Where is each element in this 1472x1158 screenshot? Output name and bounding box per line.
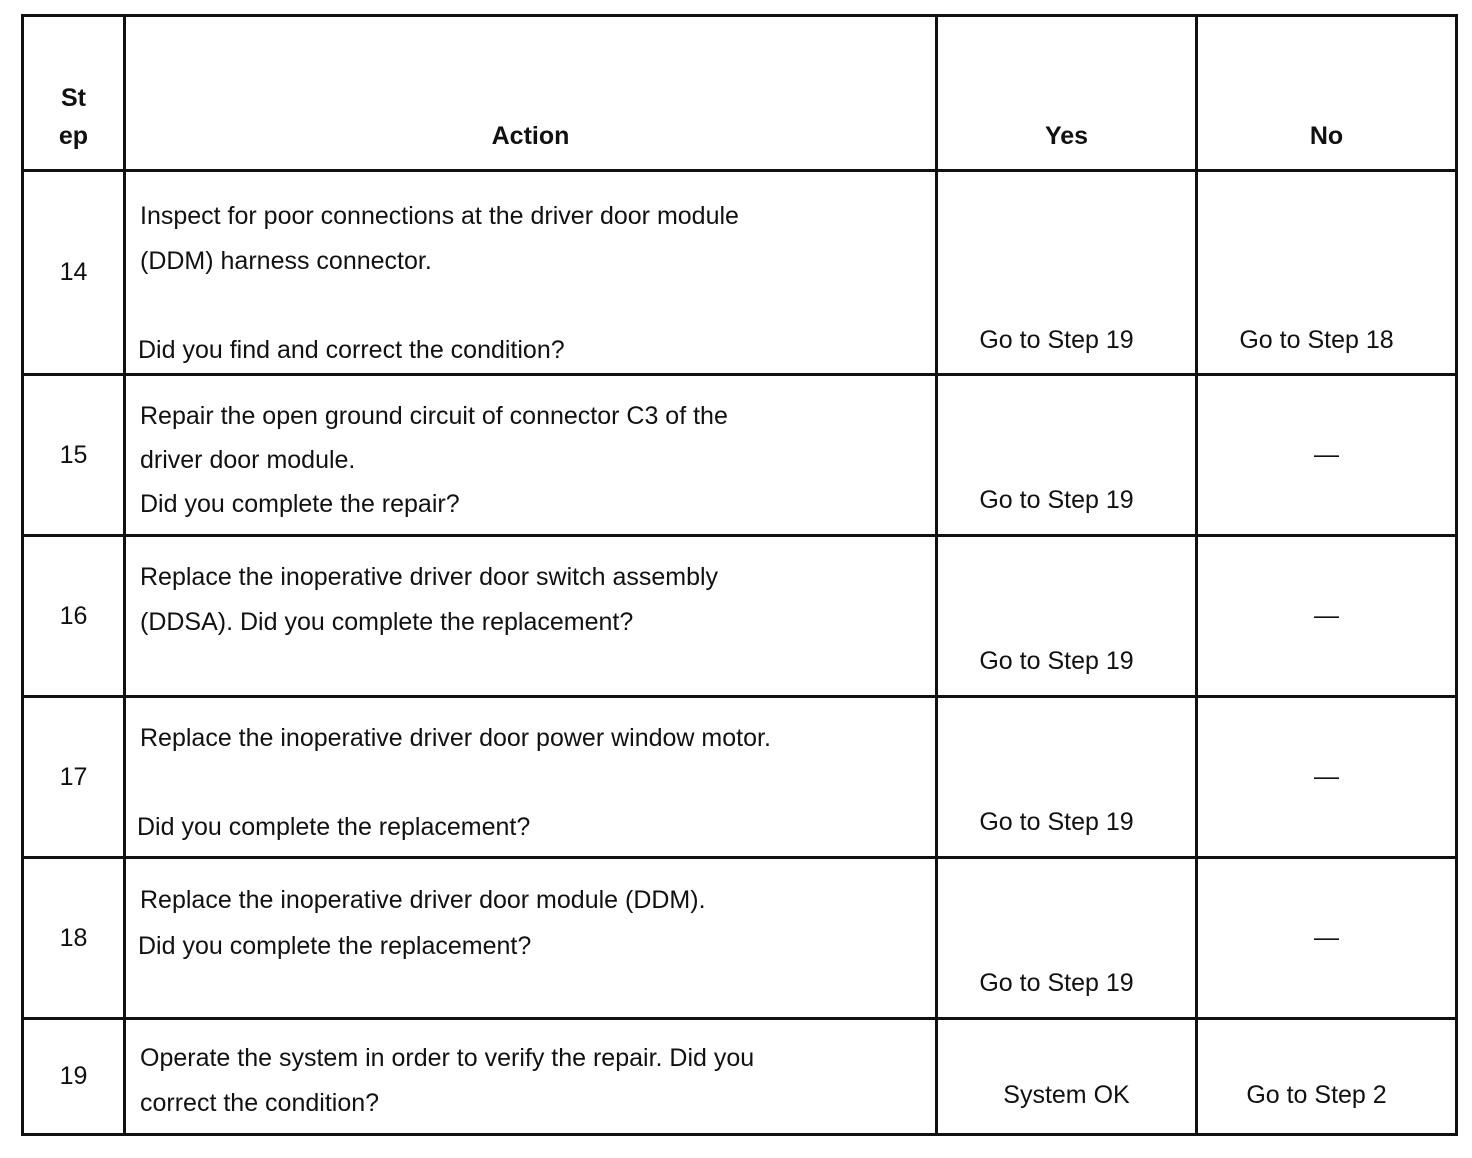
action-line: (DDM) harness connector. xyxy=(140,247,432,275)
yes-cell xyxy=(937,697,1197,858)
no-target: Go to Step 18 xyxy=(1239,326,1394,354)
step-number: 19 xyxy=(23,1019,125,1135)
header-yes: Yes xyxy=(937,16,1197,171)
action-question: (DDSA). Did you complete the replacement? xyxy=(140,608,634,636)
action-cell xyxy=(125,536,937,697)
table-row xyxy=(23,1019,1457,1135)
yes-cell xyxy=(937,171,1197,375)
table-row xyxy=(23,536,1457,697)
diagnostic-steps-table xyxy=(21,14,1458,1136)
action-question: correct the condition? xyxy=(140,1089,380,1117)
table-row xyxy=(23,858,1457,1019)
action-cell xyxy=(125,171,937,375)
yes-target: Go to Step 19 xyxy=(979,486,1134,514)
yes-target: Go to Step 19 xyxy=(979,647,1134,675)
yes-target: System OK xyxy=(1003,1081,1130,1109)
table-row xyxy=(23,697,1457,858)
step-number: 18 xyxy=(23,858,125,1019)
action-line: Replace the inoperative driver door module (DDM). xyxy=(140,886,706,914)
action-cell xyxy=(125,858,937,1019)
table-row xyxy=(23,375,1457,536)
action-line: Replace the inoperative driver door switch assembly xyxy=(140,563,719,591)
action-line: Repair the open ground circuit of connector C3 of the xyxy=(140,402,728,430)
header-row xyxy=(23,16,1457,171)
no-cell xyxy=(1197,171,1457,375)
no-target: Go to Step 2 xyxy=(1246,1081,1387,1109)
action-question: Did you complete the replacement? xyxy=(138,932,532,960)
table-row xyxy=(23,171,1457,375)
no-target: — xyxy=(1314,923,1339,952)
step-number: 17 xyxy=(23,697,125,858)
action-question: Did you complete the replacement? xyxy=(137,813,531,841)
action-line: Replace the inoperative driver door power window motor. xyxy=(140,724,771,752)
header-action: Action xyxy=(125,16,937,171)
header-no: No xyxy=(1197,16,1457,171)
action-line: driver door module. xyxy=(140,446,356,474)
action-line: Operate the system in order to verify the repair. Did you xyxy=(140,1044,755,1072)
no-target: — xyxy=(1314,762,1339,791)
yes-cell xyxy=(937,375,1197,536)
no-cell xyxy=(1197,375,1457,536)
no-target: — xyxy=(1314,440,1339,469)
yes-cell xyxy=(937,858,1197,1019)
yes-cell xyxy=(937,536,1197,697)
no-cell xyxy=(1197,536,1457,697)
action-cell xyxy=(125,697,937,858)
yes-target: Go to Step 19 xyxy=(979,326,1134,354)
action-question: Did you find and correct the condition? xyxy=(138,336,565,364)
no-target: — xyxy=(1314,601,1339,630)
yes-target: Go to Step 19 xyxy=(979,808,1134,836)
step-number: 14 xyxy=(23,171,125,375)
no-cell xyxy=(1197,1019,1457,1135)
yes-target: Go to Step 19 xyxy=(979,969,1134,997)
no-cell xyxy=(1197,697,1457,858)
header-step: St ep xyxy=(23,16,125,171)
no-cell xyxy=(1197,858,1457,1019)
action-question: Did you complete the repair? xyxy=(140,490,460,518)
yes-cell xyxy=(937,1019,1197,1135)
step-number: 16 xyxy=(23,536,125,697)
step-number: 15 xyxy=(23,375,125,536)
action-cell xyxy=(125,1019,937,1135)
action-line: Inspect for poor connections at the driver door module xyxy=(140,202,739,230)
action-cell xyxy=(125,375,937,536)
